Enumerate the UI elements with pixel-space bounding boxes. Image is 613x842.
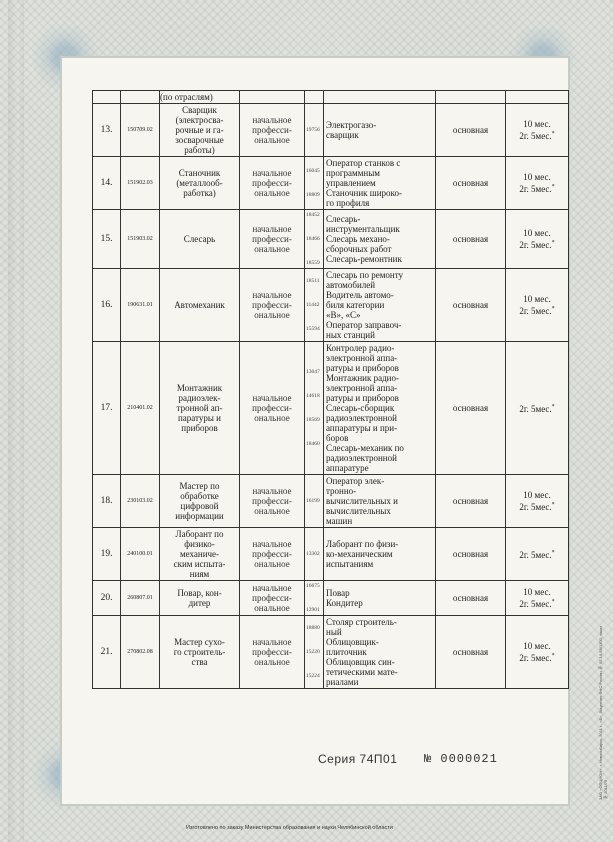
qualifications	[324, 616, 436, 689]
qualifications-line: аппаратуры и при-	[326, 423, 398, 433]
qualification-codes-line: 16045	[306, 168, 320, 174]
continuation-text: (по отраслям)	[160, 91, 240, 104]
profession-name-line: обработке	[180, 491, 219, 501]
study-term-line: 2г. 5мес.*	[519, 550, 555, 560]
row-number: 15.	[93, 210, 121, 269]
qualifications	[324, 342, 436, 475]
qualification-codes	[305, 269, 324, 342]
profession-name-line: тронной ап-	[176, 403, 223, 413]
study-term	[506, 269, 569, 342]
footnote-marker: *	[551, 184, 555, 190]
row-number: 13.	[93, 104, 121, 157]
profession-name	[160, 104, 240, 157]
education-level-line: начальное	[252, 168, 292, 178]
profession-name-line: Повар, кон-	[177, 588, 222, 598]
profession-name-line: работы)	[184, 145, 215, 155]
profession-name-line: Лаборант по	[175, 529, 224, 539]
program-type: основная	[436, 528, 506, 581]
qualifications-line: боров	[326, 433, 349, 443]
qualifications-line: Слесарь по ремонту	[326, 270, 404, 280]
qualification-codes-line: 16199	[306, 498, 320, 504]
document-number: № 0000021	[424, 752, 498, 766]
qualifications-line: Станочник широко-	[326, 188, 402, 198]
qualification-codes	[305, 581, 324, 616]
qualifications-line: плиточник	[326, 647, 367, 657]
qualifications-line: инструментальщик	[326, 224, 400, 234]
row-number: 20.	[93, 581, 121, 616]
qualifications-line: Электрогазо-	[326, 120, 377, 130]
qualifications-line: ратуры и приборов	[326, 393, 399, 403]
table-row	[93, 269, 569, 342]
profession-name-line: Монтажник	[176, 383, 223, 393]
qualifications-line: электронной аппа-	[326, 353, 398, 363]
profession-name-line: приборов	[181, 423, 218, 433]
study-term-line: 2г. 5мес.*	[519, 502, 555, 512]
education-level	[240, 157, 305, 210]
profession-name-line: паратуры и	[177, 413, 221, 423]
education-level-line: ональное	[254, 310, 290, 320]
qualification-codes	[305, 342, 324, 475]
study-term-line: 10 мес.	[523, 641, 551, 651]
qualification-codes-line: 15594	[306, 326, 320, 332]
study-term-line: 2г. 5мес.*	[519, 240, 555, 250]
education-level-line: начальное	[252, 539, 292, 549]
table-row	[93, 210, 569, 269]
education-level-line: начальное	[252, 290, 292, 300]
program-type: основная	[436, 104, 506, 157]
education-level-line: ональное	[254, 135, 290, 145]
education-level-line: ональное	[254, 657, 290, 667]
qualifications-line: Кондитер	[326, 598, 363, 608]
education-level-line: ональное	[254, 413, 290, 423]
study-term-line: 10 мес.	[523, 228, 551, 238]
qualifications-line: электронной аппа-	[326, 383, 398, 393]
table-row	[93, 104, 569, 157]
row-number: 19.	[93, 528, 121, 581]
qualifications-line: Облицовщик син-	[326, 657, 395, 667]
qualification-codes-line: 15220	[306, 649, 320, 655]
education-level	[240, 581, 305, 616]
education-level-line: ональное	[254, 244, 290, 254]
education-level	[240, 104, 305, 157]
footer-note: Изготовлено по заказу Министерства образования и науки Челябинской области	[186, 825, 393, 831]
study-term	[506, 104, 569, 157]
specialty-code: 151903.02	[121, 210, 160, 269]
education-level-line: професси-	[252, 549, 292, 559]
footnote-marker: *	[551, 550, 555, 556]
series-label: Серия 74П01	[318, 752, 398, 766]
education-level-line: начальное	[252, 115, 292, 125]
education-level-line: професси-	[252, 647, 292, 657]
education-level-line: ональное	[254, 506, 290, 516]
education-level	[240, 616, 305, 689]
education-level-line: начальное	[252, 583, 292, 593]
education-level-line: професси-	[252, 234, 292, 244]
study-term	[506, 616, 569, 689]
profession-name-line: рочные и га-	[175, 125, 224, 135]
qualification-codes-line: 19756	[306, 127, 320, 133]
profession-name-line: (металлооб-	[176, 178, 223, 188]
study-term-line: 2г. 5мес.*	[519, 653, 555, 663]
qualification-codes-line: 13302	[306, 551, 320, 557]
specialty-code: 150709.02	[121, 104, 160, 157]
qualification-codes-line: 18559	[306, 260, 320, 266]
profession-name-line: дитер	[188, 598, 211, 608]
row-number: 18.	[93, 475, 121, 528]
profession-name-line: Мастер сухо-	[174, 637, 225, 647]
qualifications-line: машин	[326, 516, 353, 526]
qualifications	[324, 528, 436, 581]
education-level	[240, 342, 305, 475]
profession-name	[160, 528, 240, 581]
study-term-line: 10 мес.	[523, 172, 551, 182]
profession-name-line: механиче-	[179, 549, 220, 559]
table-row	[93, 581, 569, 616]
qualifications-line: Оператор элек-	[326, 476, 385, 486]
profession-name-line: радиоэлек-	[178, 393, 221, 403]
profession-name	[160, 210, 240, 269]
study-term	[506, 475, 569, 528]
profession-name-line: ства	[191, 657, 208, 667]
qualifications-line: радиоэлектронной	[326, 453, 397, 463]
education-level	[240, 475, 305, 528]
education-level-line: ональное	[254, 559, 290, 569]
education-level-line: професси-	[252, 178, 292, 188]
qualification-codes-line: 18569	[306, 417, 320, 423]
qualifications-line: радиоэлектронной	[326, 413, 397, 423]
qualifications	[324, 269, 436, 342]
qualifications-line: Слесарь-ремонтник	[326, 254, 402, 264]
profession-name-line: Сварщик	[182, 105, 217, 115]
qualifications-line: сборочных работ	[326, 244, 392, 254]
footnote-marker: *	[551, 599, 555, 605]
table-row	[93, 616, 569, 689]
education-level-line: ональное	[254, 603, 290, 613]
qualifications-line: Оператор станков с	[326, 158, 401, 168]
table-row	[93, 528, 569, 581]
education-level-line: професси-	[252, 125, 292, 135]
qualification-codes	[305, 210, 324, 269]
qualification-codes	[305, 475, 324, 528]
study-term	[506, 342, 569, 475]
qualifications-line: управлением	[326, 178, 376, 188]
study-term-line: 10 мес.	[523, 587, 551, 597]
qualifications	[324, 581, 436, 616]
qualifications-line: «В», «С»	[326, 310, 361, 320]
education-level	[240, 210, 305, 269]
profession-name-line: (электросва-	[175, 115, 224, 125]
qualifications-line: ных станций	[326, 330, 375, 340]
profession-name-line: ниям	[189, 569, 210, 579]
program-type: основная	[436, 342, 506, 475]
profession-name-line: зосварочные	[175, 135, 224, 145]
qualifications-line: биля категории	[326, 300, 385, 310]
qualifications-line: сварщик	[326, 130, 359, 140]
qualification-codes-line: 18460	[306, 441, 320, 447]
program-type: основная	[436, 581, 506, 616]
program-type: основная	[436, 616, 506, 689]
specialty-code: 270802.08	[121, 616, 160, 689]
qualifications-line: вычислительных	[326, 506, 391, 516]
profession-name-line: работка)	[183, 188, 216, 198]
qualifications-line: Оператор заправоч-	[326, 320, 402, 330]
study-term-line: 2г. 5мес.*	[519, 306, 555, 316]
qualifications	[324, 157, 436, 210]
education-level-line: начальное	[252, 637, 292, 647]
specialty-code: 260807.01	[121, 581, 160, 616]
profession-name-line: физико-	[184, 539, 215, 549]
profession-name-line: Станочник	[178, 168, 221, 178]
study-term-line: 2г. 5мес.*	[519, 404, 555, 414]
study-term	[506, 210, 569, 269]
qualifications-line: автомобилей	[326, 280, 376, 290]
row-number: 17.	[93, 342, 121, 475]
specialty-code: 151902.03	[121, 157, 160, 210]
professions-table	[92, 90, 569, 689]
qualification-codes-line: 18809	[306, 192, 320, 198]
qualification-codes-line: 18466	[306, 236, 320, 242]
specialty-code: 240100.01	[121, 528, 160, 581]
profession-name-line: го строитель-	[173, 647, 226, 657]
qualifications	[324, 210, 436, 269]
table-row	[93, 342, 569, 475]
study-term-line: 2г. 5мес.*	[519, 599, 555, 609]
qualifications-line: Слесарь-сборщик	[326, 403, 395, 413]
profession-name-line: информации	[175, 511, 224, 521]
qualification-codes-line: 18511	[306, 278, 320, 284]
table-row	[93, 475, 569, 528]
profession-name-line: Автомеханик	[174, 300, 225, 310]
education-level-line: начальное	[252, 486, 292, 496]
fold-crease	[8, 0, 24, 842]
profession-name	[160, 616, 240, 689]
qualifications-line: Облицовщик-	[326, 637, 379, 647]
study-term-line: 2г. 5мес.*	[519, 131, 555, 141]
profession-name	[160, 269, 240, 342]
specialty-code: 230103.02	[121, 475, 160, 528]
program-type: основная	[436, 475, 506, 528]
study-term-line: 2г. 5мес.*	[519, 184, 555, 194]
footnote-marker: *	[551, 404, 555, 410]
qualifications-line: аппаратуре	[326, 463, 369, 473]
education-level	[240, 528, 305, 581]
qualifications-line: Лаборант по физи-	[326, 539, 399, 549]
profession-name-line: Мастер по	[179, 481, 220, 491]
footnote-marker: *	[551, 131, 555, 137]
footnote-marker: *	[551, 502, 555, 508]
qualifications-line: Водитель автомо-	[326, 290, 394, 300]
education-level-line: професси-	[252, 403, 292, 413]
study-term	[506, 528, 569, 581]
table-continuation-row	[93, 91, 569, 104]
qualification-codes-line: 18880	[306, 625, 320, 631]
program-type: основная	[436, 269, 506, 342]
education-level-line: начальное	[252, 393, 292, 403]
profession-name	[160, 581, 240, 616]
row-number: 21.	[93, 616, 121, 689]
study-term-line: 10 мес.	[523, 294, 551, 304]
qualifications-line: испытаниям	[326, 559, 374, 569]
qualification-codes-line: 11442	[306, 302, 320, 308]
study-term	[506, 157, 569, 210]
qualification-codes-line: 15224	[306, 673, 320, 679]
qualifications-line: Слесарь-механик по	[326, 443, 404, 453]
footnote-marker: *	[551, 653, 555, 659]
qualifications-line: программным	[326, 168, 380, 178]
education-level	[240, 269, 305, 342]
qualifications	[324, 475, 436, 528]
program-type: основная	[436, 157, 506, 210]
qualification-codes	[305, 616, 324, 689]
profession-name	[160, 475, 240, 528]
qualifications-line: Контролер радио-	[326, 343, 395, 353]
qualification-codes	[305, 104, 324, 157]
row-number: 14.	[93, 157, 121, 210]
study-term	[506, 581, 569, 616]
education-level-line: начальное	[252, 224, 292, 234]
education-level-line: професси-	[252, 593, 292, 603]
profession-name-line: цифровой	[180, 501, 219, 511]
qualifications-line: ратуры и приборов	[326, 363, 399, 373]
profession-name	[160, 342, 240, 475]
qualifications-line: го профиля	[326, 198, 370, 208]
qualifications-line: тронно-	[326, 486, 357, 496]
profession-name	[160, 157, 240, 210]
qualification-codes-line: 16675	[306, 583, 320, 589]
qualification-codes-line: 18452	[306, 212, 320, 218]
printer-imprint: ЗАО «ОПЦИОН», г. Новосибирск, 2011 г., «Б», Лицензия ФНС России № 02-10-58/1300, заказ № 2011/75	[598, 626, 608, 800]
qualifications-line: Повар	[326, 588, 350, 598]
qualifications-line: ко-механическим	[326, 549, 393, 559]
profession-name-line: ским испыта-	[173, 559, 226, 569]
qualification-codes-line: 12901	[306, 607, 320, 613]
qualifications-line: Слесарь механо-	[326, 234, 390, 244]
qualification-codes	[305, 528, 324, 581]
footnote-marker: *	[551, 240, 555, 246]
study-term-line: 10 мес.	[523, 490, 551, 500]
education-level-line: професси-	[252, 496, 292, 506]
qualifications-line: риалами	[326, 677, 359, 687]
specialty-code: 190631.01	[121, 269, 160, 342]
qualifications-line: Столяр строитель-	[326, 617, 397, 627]
qualifications-line: вычислительных и	[326, 496, 398, 506]
table-row	[93, 157, 569, 210]
education-level-line: ональное	[254, 188, 290, 198]
qualifications-line: ный	[326, 627, 342, 637]
qualification-codes	[305, 157, 324, 210]
program-type: основная	[436, 210, 506, 269]
study-term-line: 10 мес.	[523, 119, 551, 129]
profession-name-line: Слесарь	[183, 234, 216, 244]
specialty-code: 210401.02	[121, 342, 160, 475]
qualifications-line: Слесарь-	[326, 214, 361, 224]
qualifications-line: тетическими мате-	[326, 667, 398, 677]
footnote-marker: *	[551, 306, 555, 312]
qualifications-line: Монтажник радио-	[326, 373, 399, 383]
education-level-line: професси-	[252, 300, 292, 310]
row-number: 16.	[93, 269, 121, 342]
qualification-codes-line: 13047	[306, 369, 320, 375]
qualification-codes-line: 14618	[306, 393, 320, 399]
qualifications	[324, 104, 436, 157]
